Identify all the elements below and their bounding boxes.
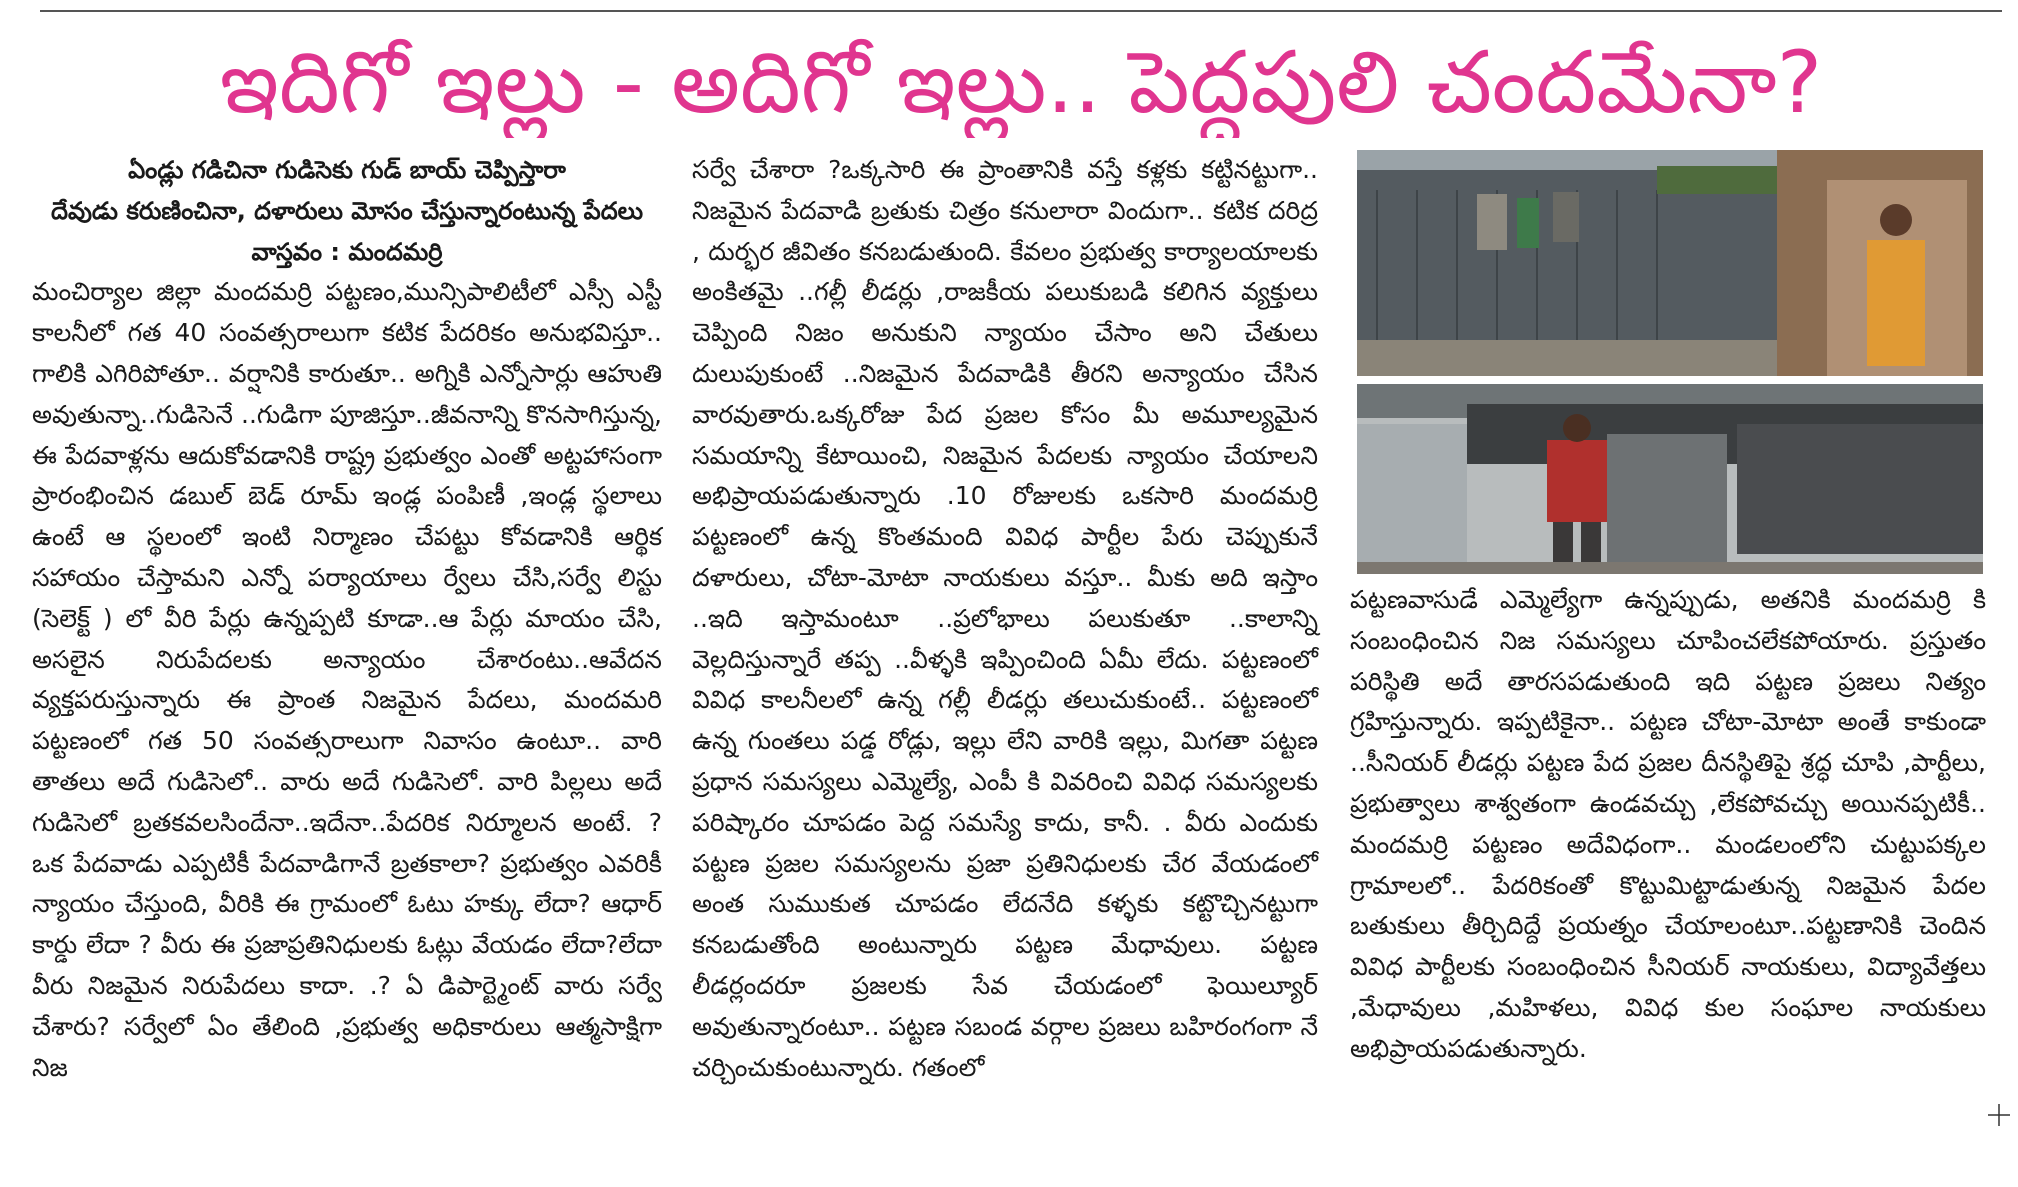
article-text-3: పట్టణవాసుడే ఎమ్మెల్యేగా ఉన్నప్పుడు, అతనికి మందమర్రి కి సంబంధించిన నిజ సమస్యలు చూపించలేకపోయారు. ప్రస్తుతం పరిస్థితి అదే తారసపడుతుంది ఇది పట్టణ ప్రజలు నిత్యం గ్రహిస్తున్నారు. ఇప్పటికైనా.. పట్టణ చోటా-మోటా అంతే కాకుండా ..సీనియర్ లీడర్లు పట్టణ పేద ప్రజల దీనస్థితిపై శ్రద్ధ చూపి ,పార్టీలు, ప్రభుత్వాలు శాశ్వతంగా ఉండవచ్చు ,లేకపోవచ్చు అయినప్పటికీ.. మందమర్రి పట్టణం అదేవిధంగా.. మండలంలోని చుట్టుపక్కల గ్రామాలలో.. పేదరికంతో కొట్టుమిట్టాడుతున్న నిజమైన పేదల బతుకులు తీర్చిదిద్దే ప్రయత్నం చేయాలంటూ..పట్టణానికి చెందిన వివిధ పార్టీలకు సంబంధించిన సీనియర్ నాయకులు, విద్యావేత్తలు ,మేధావులు ,మహిళలు, వివిధ కుల సంఘాల నాయకులు అభిప్రాయపడుతున్నారు. [1350, 585, 1986, 1063]
article-column-1 [32, 150, 662, 1088]
dateline: వాస్తవం : మందమర్రి [251, 237, 443, 266]
photo-man-at-hut [1357, 384, 1983, 574]
subheading-1: ఏండ్లు గడిచినా గుడిసెకు గుడ్ బాయ్ చెప్పిస్తారా [128, 156, 566, 184]
photo-woman-at-hut [1357, 150, 1983, 376]
top-rule [40, 10, 2002, 12]
article-column-3 [1350, 580, 1986, 1070]
article-column-2 [692, 150, 1318, 1088]
article-text-1: మంచిర్యాల జిల్లా మందమర్రి పట్టణం,మున్సిపాలిటీలో ఎస్సీ ఎస్టీ కాలనీలో గత 40 సంవత్సరాలుగా కటిక పేదరికం అనుభవిస్తూ.. గాలికి ఎగిరిపోతూ.. వర్షానికి కారుతూ.. అగ్నికి ఎన్నోసార్లు ఆహుతి అవుతున్నా..గుడిసెనే ..గుడిగా పూజిస్తూ..జీవనాన్ని కొనసాగిస్తున్న, ఈ పేదవాళ్లను ఆదుకోవడానికి రాష్ట్ర ప్రభుత్వం ఎంతో అట్టహాసంగా ప్రారంభించిన డబుల్ బెడ్ రూమ్ ఇండ్ల పంపిణీ ,ఇండ్ల స్థలాలు ఉంటే ఆ స్థలంలో ఇంటి నిర్మాణం చేపట్టు కోవడానికి ఆర్థిక సహాయం చేస్తామని ఎన్నో పర్యాయాలు ర్వేలు చేసి,సర్వే లిస్టు (సెలెక్ట్ ) లో వీరి పేర్లు ఉన్నప్పటి కూడా..ఆ పేర్లు మాయం చేసి, అసలైన నిరుపేదలకు అన్యాయం చేశారంటు..ఆవేదన వ్యక్తపరుస్తున్నారు ఈ ప్రాంత నిజమైన పేదలు, మందమరి పట్టణంలో గత 50 సంవత్సరాలుగా నివాసం ఉంటూ.. వారి తాతలు అదే గుడిసెలో.. వారు అదే గుడిసెలో. వారి పిల్లలు అదే గుడిసెలో బ్రతకవలసిందేనా..ఇదేనా..పేదరిక నిర్మూలన అంటే. ? ఒక పేదవాడు ఎప్పటికీ పేదవాడిగానే బ్రతకాలా? ప్రభుత్వం ఎవరికీ న్యాయం చేస్తుంది, వీరికి ఈ గ్రామంలో ఓటు హక్కు లేదా? ఆధార్ కార్డు లేదా ? వీరు ఈ ప్రజాప్రతినిధులకు ఓట్లు వేయడం లేదా?లేదా వీరు నిజమైన నిరుపేదలు కాదా. .? ఏ డిపార్ట్మెంట్ వారు సర్వే చేశారు? సర్వేలో ఏం తేలింది ,ప్రభుత్వ అధికారులు ఆత్మసాక్షిగా నిజ [32, 277, 662, 1082]
crosshair-icon [1988, 1104, 2010, 1126]
article-text-2: సర్వే చేశారా ?ఒక్కసారి ఈ ప్రాంతానికి వస్తే కళ్లకు కట్టినట్టుగా.. నిజమైన పేదవాడి బ్రతుకు చిత్రం కనులారా విందుగా.. కటిక దరిద్ర , దుర్భర జీవితం కనబడుతుంది. కేవలం ప్రభుత్వ కార్యాలయాలకు అంకితమై ..గల్లీ లీడర్లు ,రాజకీయ పలుకుబడి కలిగిన వ్యక్తులు చెప్పింది నిజం అనుకుని న్యాయం చేసాం అని చేతులు దులుపుకుంటే ..నిజమైన పేదవాడికి తీరని అన్యాయం చేసిన వారవుతారు.ఒక్కరోజు పేద ప్రజల కోసం మీ అమూల్యమైన సమయాన్ని కేటాయించి, నిజమైన పేదలకు న్యాయం చేయాలని అభిప్రాయపడుతున్నారు .10 రోజులకు ఒకసారి మందమర్రి పట్టణంలో ఉన్న కొంతమంది వివిధ పార్టీల పేరు చెప్పుకునే దళారులు, చోటా-మోటా నాయకులు వస్తూ.. మీకు అది ఇస్తాం ..ఇది ఇస్తామంటూ ..ప్రలోభాలు పలుకుతూ ..కాలాన్ని వెల్లదిస్తున్నారే తప్ప ..వీళ్ళకి ఇప్పించింది ఏమీ లేదు. పట్టణంలో వివిధ కాలనీలలో ఉన్న గల్లీ లీడర్లు తలుచుకుంటే.. పట్టణంలో ఉన్న గుంతలు పడ్డ రోడ్లు, ఇల్లు లేని వారికి ఇల్లు, మిగతా పట్టణ ప్రధాన సమస్యలు ఎమ్మెల్యే, ఎంపీ కి వివరించి వివిధ సమస్యలకు పరిష్కారం చూపడం పెద్ద సమస్యే కాదు, కానీ. . వీరు ఎందుకు పట్టణ ప్రజల సమస్యలను ప్రజా ప్రతినిధులకు చేర వేయడంలో అంత సుముకుత చూపడం లేదనేది కళ్ళకు కట్టొచ్చినట్టుగా కనబడుతోంది అంటున్నారు పట్టణ మేధావులు. పట్టణ లీడర్లందరూ ప్రజలకు సేవ చేయడంలో ఫెయిల్యూర్ అవుతున్నారంటూ.. పట్టణ సబండ వర్గాల ప్రజలు బహిరంగంగా నే చర్చించుకుంటున్నారు. గతంలో [692, 155, 1318, 1082]
headline: ఇదిగో ఇల్లు - అదిగో ఇల్లు.. పెద్దపులి చందమేనా? [219, 33, 1823, 133]
subheading-2: దేవుడు కరుణించినా, దళారులు మోసం చేస్తున్నారంటున్న పేదలు [51, 196, 643, 225]
